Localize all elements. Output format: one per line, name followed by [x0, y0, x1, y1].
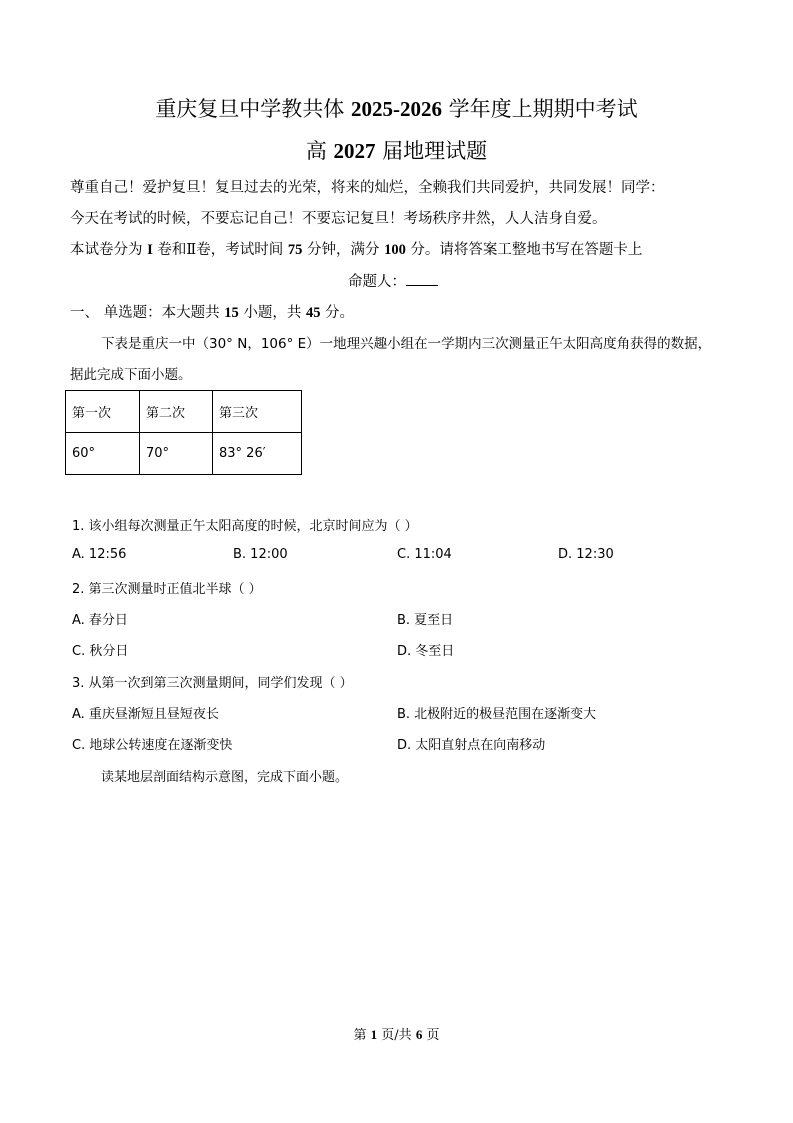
passage-1-line-1: 下表是重庆一中（30° N，106° E）一地理兴趣小组在一学期内三次测量正午太阳高度角获得的数据， [101, 336, 712, 352]
question-1-option-d: D. 12:30 [558, 547, 614, 562]
passage-2-line-1: 读某地层剖面结构示意图，完成下面小题。 [101, 770, 349, 785]
table-cell: 70° [140, 433, 213, 475]
table-header-cell: 第一次 [66, 391, 140, 433]
author-blank [406, 271, 438, 286]
question-3-option-b: B. 北极附近的极昼范围在逐渐变大 [397, 707, 597, 722]
question-3-option-a: A. 重庆昼渐短且昼短夜长 [72, 707, 219, 722]
page-footer: 第 1 页/共 6 页 [353, 1027, 440, 1043]
author-label: 命题人： [348, 274, 406, 290]
question-2-stem: 2. 第三次测量时正值北半球（ ） [72, 582, 262, 597]
table-header-cell: 第三次 [213, 391, 302, 433]
question-3-option-d: D. 太阳直射点在向南移动 [397, 738, 546, 753]
intro-line-2: 今天在考试的时候，不要忘记自己！不要忘记复旦！考场秩序井然，人人洁身自爱。 [70, 211, 607, 227]
table-cell: 60° [66, 433, 140, 475]
table-row [66, 433, 302, 475]
question-2-option-d: D. 冬至日 [397, 644, 455, 659]
intro-line-3: 本试卷分为 I 卷和Ⅱ卷，考试时间 75 分钟，满分 100 分。请将答案工整地书写在答题卡上 [70, 242, 643, 258]
author-line [348, 271, 438, 293]
question-3-option-c: C. 地球公转速度在逐渐变快 [72, 738, 233, 753]
question-1-stem: 1. 该小组每次测量正午太阳高度的时候，北京时间应为（ ） [72, 519, 418, 534]
passage-1-line-2: 据此完成下面小题。 [70, 367, 192, 383]
table-header-row [66, 391, 302, 433]
question-3-stem: 3. 从第一次到第三次测量期间，同学们发现（ ） [72, 676, 353, 691]
table-cell: 83° 26′ [213, 433, 302, 475]
measurement-table [65, 390, 302, 475]
question-1-option-a: A. 12:56 [72, 547, 127, 562]
exam-subtitle: 高 2027 届地理试题 [305, 139, 488, 163]
title-years: 2025-2026 [351, 97, 442, 121]
question-2-option-a: A. 春分日 [72, 613, 128, 628]
exam-title: 重庆复旦中学教共体 2025-2026 学年度上期期中考试 [155, 97, 638, 121]
subtitle-grade: 2027 [333, 139, 376, 163]
question-2-option-b: B. 夏至日 [397, 613, 454, 628]
question-1-option-b: B. 12:00 [233, 547, 288, 562]
section-heading: 一、 单选题：本大题共 15 小题，共 45 分。 [70, 305, 355, 321]
table-header-cell: 第二次 [140, 391, 213, 433]
question-2-option-c: C. 秋分日 [72, 644, 129, 659]
question-1-option-c: C. 11:04 [397, 547, 452, 562]
intro-line-1: 尊重自己！爱护复旦！复旦过去的光荣，将来的灿烂，全赖我们共同爱护，共同发展！同学： [70, 180, 665, 196]
